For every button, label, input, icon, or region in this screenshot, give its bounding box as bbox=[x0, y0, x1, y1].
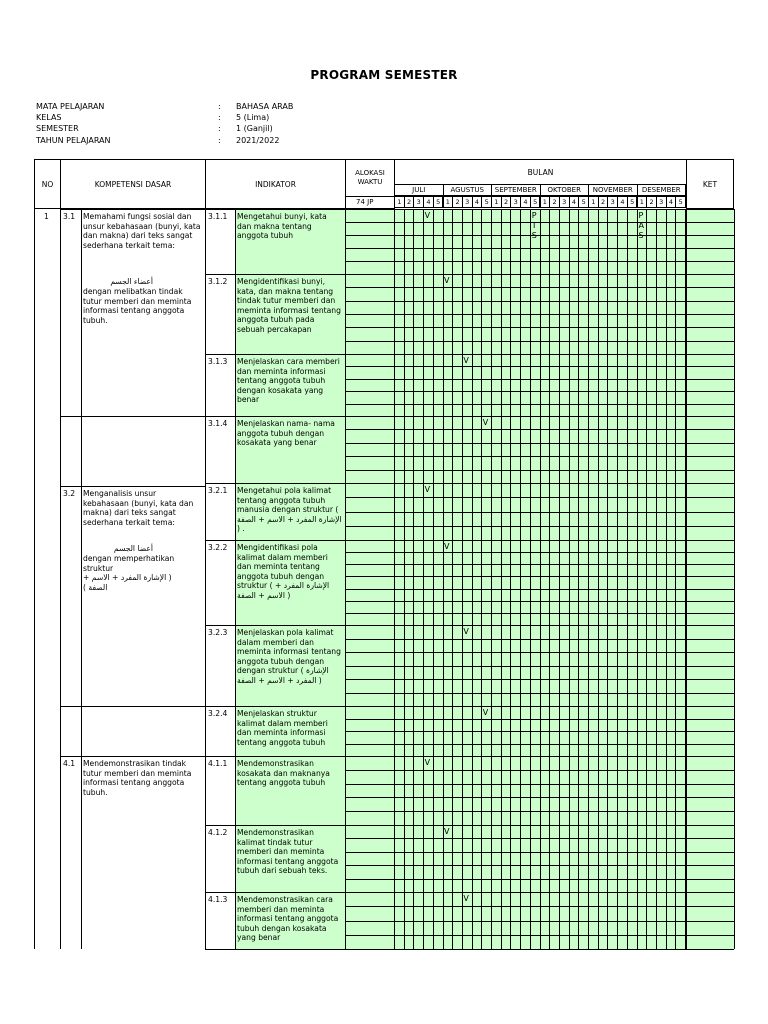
week-number: 1 bbox=[394, 196, 405, 208]
row-separator bbox=[205, 825, 734, 826]
kd-separator bbox=[60, 416, 206, 417]
week-number: 4 bbox=[666, 196, 677, 208]
row-separator bbox=[205, 209, 734, 210]
week-number: 4 bbox=[617, 196, 628, 208]
meta-colon: : bbox=[218, 102, 221, 111]
meta-value: 2021/2022 bbox=[236, 135, 280, 145]
meta-colon: : bbox=[218, 113, 221, 123]
indikator-text: Menjelaskan nama- nama anggota tubuh dengan kosakata yang benar bbox=[237, 419, 335, 448]
grid-vline bbox=[433, 209, 434, 949]
indikator-code: 3.2.1 bbox=[208, 486, 228, 495]
week-number: 5 bbox=[627, 196, 638, 208]
kd-separator bbox=[60, 756, 206, 757]
meta-row bbox=[36, 101, 436, 112]
kd-separator bbox=[60, 486, 206, 487]
meta-row bbox=[36, 123, 436, 134]
week-number: 5 bbox=[530, 196, 541, 208]
week-number: 2 bbox=[598, 196, 609, 208]
grid-vline bbox=[60, 209, 61, 949]
indikator-code: 3.1.1 bbox=[208, 212, 228, 221]
meta-value: 1 (Ganjil) bbox=[236, 124, 273, 134]
row-separator bbox=[205, 483, 734, 484]
kd-structure-text: ( الإشارة المفرد + الاسم + الصفة ) bbox=[83, 573, 172, 592]
indikator-code: 3.2.4 bbox=[208, 709, 228, 718]
check-mark: V bbox=[463, 627, 469, 636]
check-mark: V bbox=[424, 758, 431, 767]
pts-letter: S bbox=[531, 231, 537, 240]
meta-row bbox=[36, 112, 436, 123]
pts-letter: T bbox=[531, 221, 537, 230]
week-number: 3 bbox=[510, 196, 521, 208]
grid-vline bbox=[666, 209, 667, 949]
indikator-text: Mendemonstrasikan cara memberi dan meminta informasi tentang anggota tubuh dengan kosakata yang benar bbox=[237, 895, 339, 943]
grid-vline bbox=[627, 209, 628, 949]
grid-vline bbox=[345, 209, 346, 949]
indikator-code: 3.1.3 bbox=[208, 357, 228, 366]
grid-vline bbox=[423, 209, 424, 949]
header-indikator: INDIKATOR bbox=[205, 159, 346, 209]
week-number: 3 bbox=[462, 196, 473, 208]
indikator-code: 3.1.2 bbox=[208, 277, 228, 286]
meta-colon: : bbox=[218, 124, 221, 134]
kd-text-continued: dengan memperhatikan struktur bbox=[83, 554, 175, 573]
week-number: 1 bbox=[588, 196, 599, 208]
header-no: NO bbox=[34, 159, 61, 209]
kd-separator bbox=[60, 706, 206, 707]
grid-vline bbox=[235, 209, 236, 949]
check-mark: V bbox=[482, 418, 489, 427]
row-separator bbox=[205, 354, 734, 355]
indikator-text: Mendemonstrasikan kalimat tindak tutur memberi dan meminta informasi tentang anggota tubuh dari sebuah teks. bbox=[237, 828, 339, 876]
indikator-text: Mengidentifikasi bunyi, kata, dan makna tentang tindak tutur memberi dan meminta informasi tentang anggota tubuh pada sebuah percakapan bbox=[237, 277, 341, 334]
pas-letter: S bbox=[638, 231, 644, 240]
row-separator bbox=[205, 706, 734, 707]
meta-value: 5 (Lima) bbox=[236, 113, 270, 123]
kd-text: Mendemonstrasikan tindak tutur memberi dan meminta informasi tentang anggota tubuh. bbox=[83, 759, 192, 797]
week-number: 2 bbox=[646, 196, 657, 208]
page-title: PROGRAM SEMESTER bbox=[310, 68, 458, 82]
row-separator bbox=[205, 540, 734, 541]
indikator-code: 3.2.3 bbox=[208, 628, 228, 637]
week-number: 4 bbox=[472, 196, 483, 208]
month-desember: DESEMBER bbox=[637, 184, 687, 196]
row-separator bbox=[205, 274, 734, 275]
week-number: 4 bbox=[569, 196, 580, 208]
indikator-text: Menjelaskan struktur kalimat dalam memberi dan meminta informasi tentang anggota tubuh bbox=[237, 709, 328, 747]
grid-vline bbox=[578, 209, 579, 949]
grid-vline bbox=[394, 209, 395, 949]
indikator-code: 3.2.2 bbox=[208, 543, 228, 552]
month-september: SEPTEMBER bbox=[491, 184, 541, 196]
header-ket: KET bbox=[686, 159, 734, 209]
grid-vline bbox=[472, 209, 473, 949]
grid-vline bbox=[559, 209, 560, 949]
check-mark: V bbox=[424, 211, 431, 220]
grid-vline bbox=[413, 209, 414, 949]
meta-value: BAHASA ARAB bbox=[236, 102, 294, 111]
indikator-text: Mengidentifikasi pola kalimat dalam memberi dan meminta tentang anggota tubuh dengan struktur ( الإشارة المفرد + الاسم + الصفة ) bbox=[237, 543, 330, 600]
grid-vline bbox=[34, 209, 35, 949]
header-kompetensi-dasar: KOMPETENSI DASAR bbox=[60, 159, 206, 209]
week-number: 3 bbox=[559, 196, 570, 208]
grid-vline bbox=[637, 209, 638, 949]
grid-vline bbox=[675, 209, 676, 949]
pas-letter: P bbox=[638, 211, 644, 220]
pas-letter: A bbox=[638, 221, 644, 230]
week-number: 2 bbox=[452, 196, 463, 208]
check-mark: V bbox=[444, 542, 450, 551]
kd-text: Memahami fungsi sosial dan unsur kebahasaan (bunyi, kata dan makna) dari teks sangat sederhana terkait tema: bbox=[83, 212, 201, 250]
grid-vline bbox=[607, 209, 608, 949]
meta-label: KELAS bbox=[36, 113, 62, 123]
grid-vline bbox=[686, 209, 687, 949]
week-number: 2 bbox=[501, 196, 512, 208]
program-table bbox=[34, 159, 734, 949]
kd-arabic-text: أعضاء الجسم bbox=[110, 277, 153, 286]
grid-vline bbox=[462, 209, 463, 949]
indikator-code: 4.1.1 bbox=[208, 759, 228, 768]
month-oktober: OKTOBER bbox=[540, 184, 590, 196]
kd-text: Menganalisis unsur kebahasaan (bunyi, kata dan makna) dari teks sangat sederhana terkait tema: bbox=[83, 489, 194, 527]
week-number: 1 bbox=[443, 196, 454, 208]
check-mark: V bbox=[424, 485, 431, 494]
indikator-text: Mengetahui bunyi, kata dan makna tentang anggota tubuh bbox=[237, 212, 327, 241]
grid-vline bbox=[734, 209, 735, 949]
kd-code-line bbox=[81, 209, 82, 949]
week-number: 4 bbox=[520, 196, 531, 208]
week-number: 1 bbox=[540, 196, 551, 208]
grid-vline bbox=[540, 209, 541, 949]
meta-label: TAHUN PELAJARAN bbox=[36, 135, 111, 145]
grid-vline bbox=[530, 209, 531, 949]
grid-vline bbox=[646, 209, 647, 949]
row-separator bbox=[205, 756, 734, 757]
meta-colon: : bbox=[218, 135, 221, 145]
header-alokasi-waktu: ALOKASI WAKTU bbox=[345, 159, 395, 197]
grid-vline bbox=[491, 209, 492, 949]
week-number: 2 bbox=[549, 196, 560, 208]
indikator-code: 4.1.2 bbox=[208, 828, 228, 837]
kd-separator bbox=[60, 209, 206, 210]
check-mark: V bbox=[444, 276, 450, 285]
week-number: 5 bbox=[481, 196, 492, 208]
week-number: 1 bbox=[637, 196, 648, 208]
indikator-text: Menjelaskan pola kalimat dalam memberi dan meminta informasi tentang anggota tubuh dengan dengan struktur ( الإشارة المفرد + الاسم + الصفة ) bbox=[237, 628, 341, 685]
row-number: 1 bbox=[44, 212, 49, 221]
grid-vline bbox=[404, 209, 405, 949]
week-number: 3 bbox=[413, 196, 424, 208]
week-number: 3 bbox=[607, 196, 618, 208]
month-juli: JULI bbox=[394, 184, 444, 196]
indikator-text: Menjelaskan cara memberi dan meminta informasi tentang anggota tubuh dengan kosakata yang benar bbox=[237, 357, 340, 405]
kd-code: 3.1 bbox=[63, 212, 76, 221]
meta-label: SEMESTER bbox=[36, 124, 79, 134]
grid-vline bbox=[452, 209, 453, 949]
header-bulan: BULAN bbox=[394, 159, 687, 185]
grid-vline bbox=[617, 209, 618, 949]
grid-vline bbox=[520, 209, 521, 949]
row-separator bbox=[205, 416, 734, 417]
header-alokasi-value: 74 JP bbox=[345, 196, 395, 209]
kd-arabic-text: أعضا الجسم bbox=[113, 544, 153, 553]
week-number: 3 bbox=[656, 196, 667, 208]
week-number: 5 bbox=[578, 196, 589, 208]
indikator-code: 4.1.3 bbox=[208, 895, 228, 904]
meta-label: MATA PELAJARAN bbox=[36, 102, 105, 111]
week-number: 5 bbox=[675, 196, 686, 208]
row-separator bbox=[205, 949, 734, 950]
month-agustus: AGUSTUS bbox=[443, 184, 493, 196]
month-november: NOVEMBER bbox=[588, 184, 638, 196]
kd-code: 4.1 bbox=[63, 759, 76, 768]
row-separator bbox=[205, 892, 734, 893]
week-number: 1 bbox=[491, 196, 502, 208]
meta-row bbox=[36, 135, 436, 146]
check-mark: V bbox=[463, 894, 469, 903]
grid-vline bbox=[569, 209, 570, 949]
grid-vline bbox=[549, 209, 550, 949]
week-number: 2 bbox=[404, 196, 415, 208]
week-number: 5 bbox=[433, 196, 444, 208]
week-number: 4 bbox=[423, 196, 434, 208]
grid-vline bbox=[656, 209, 657, 949]
check-mark: V bbox=[444, 827, 450, 836]
grid-vline bbox=[481, 209, 482, 949]
check-mark: V bbox=[482, 708, 489, 717]
document-meta bbox=[36, 101, 436, 146]
row-separator bbox=[205, 625, 734, 626]
kd-code: 3.2 bbox=[63, 489, 76, 498]
grid-vline bbox=[205, 209, 206, 949]
check-mark: V bbox=[463, 356, 469, 365]
grid-vline bbox=[510, 209, 511, 949]
grid-vline bbox=[501, 209, 502, 949]
grid-vline bbox=[598, 209, 599, 949]
grid-vline bbox=[443, 209, 444, 949]
indikator-text: Mengetahui pola kalimat tentang anggota tubuh manusia dengan struktur ( الإشارة المفرد + الاسم + الصفة ) . bbox=[237, 486, 342, 534]
pts-letter: P bbox=[531, 211, 537, 220]
grid-vline bbox=[588, 209, 589, 949]
indikator-text: Mendemonstrasikan kosakata dan maknanya tentang anggota tubuh bbox=[237, 759, 330, 788]
indikator-code: 3.1.4 bbox=[208, 419, 228, 428]
kd-text-continued: dengan melibatkan tindak tutur memberi dan meminta informasi tentang anggota tubuh. bbox=[83, 287, 192, 325]
